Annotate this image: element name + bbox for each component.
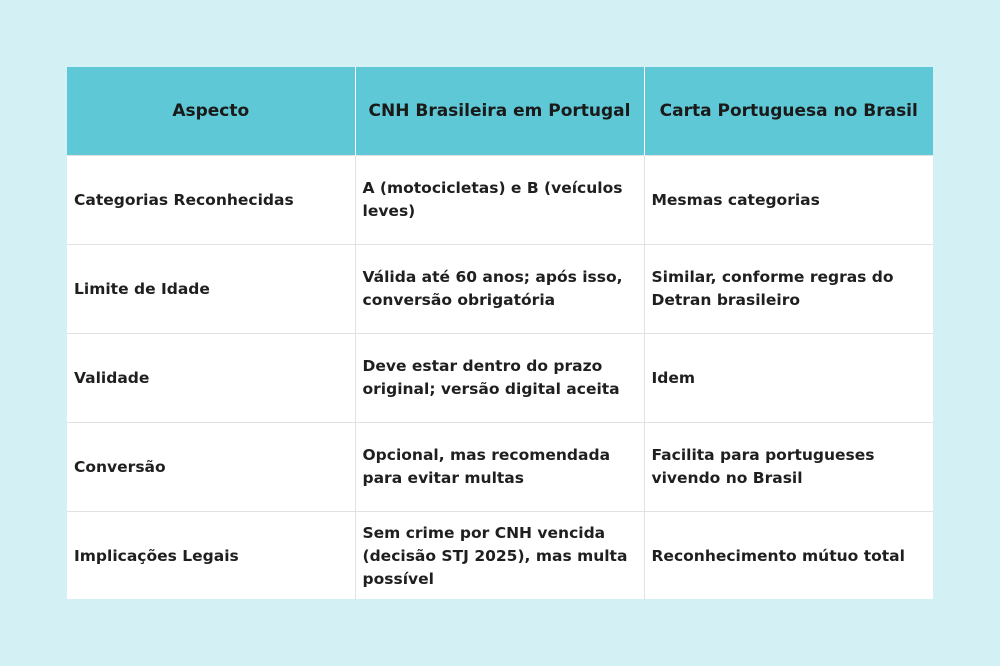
table-row [67,512,933,601]
portugal-cell: Idem [644,334,933,423]
table-row [67,245,933,334]
brazil-cell: Válida até 60 anos; após isso, conversão obrigatória [355,245,644,334]
table-row [67,423,933,512]
portugal-cell: Similar, conforme regras do Detran brasileiro [644,245,933,334]
aspect-cell: Conversão [67,423,355,512]
header-aspecto: Aspecto [67,67,355,156]
aspect-cell: Validade [67,334,355,423]
portugal-cell: Reconhecimento mútuo total [644,512,933,601]
portugal-cell: Facilita para portugueses vivendo no Brasil [644,423,933,512]
aspect-cell: Limite de Idade [67,245,355,334]
brazil-cell: Sem crime por CNH vencida (decisão STJ 2025), mas multa possível [355,512,644,601]
header-carta-portuguesa: Carta Portuguesa no Brasil [644,67,933,156]
brazil-cell: Deve estar dentro do prazo original; versão digital aceita [355,334,644,423]
table-row [67,334,933,423]
comparison-table-container [67,67,933,599]
header-cnh-brasileira: CNH Brasileira em Portugal [355,67,644,156]
portugal-cell: Mesmas categorias [644,156,933,245]
table-header-row [67,67,933,156]
table-row [67,156,933,245]
brazil-cell: Opcional, mas recomendada para evitar multas [355,423,644,512]
brazil-cell: A (motocicletas) e B (veículos leves) [355,156,644,245]
aspect-cell: Implicações Legais [67,512,355,601]
aspect-cell: Categorias Reconhecidas [67,156,355,245]
comparison-table [67,67,933,600]
